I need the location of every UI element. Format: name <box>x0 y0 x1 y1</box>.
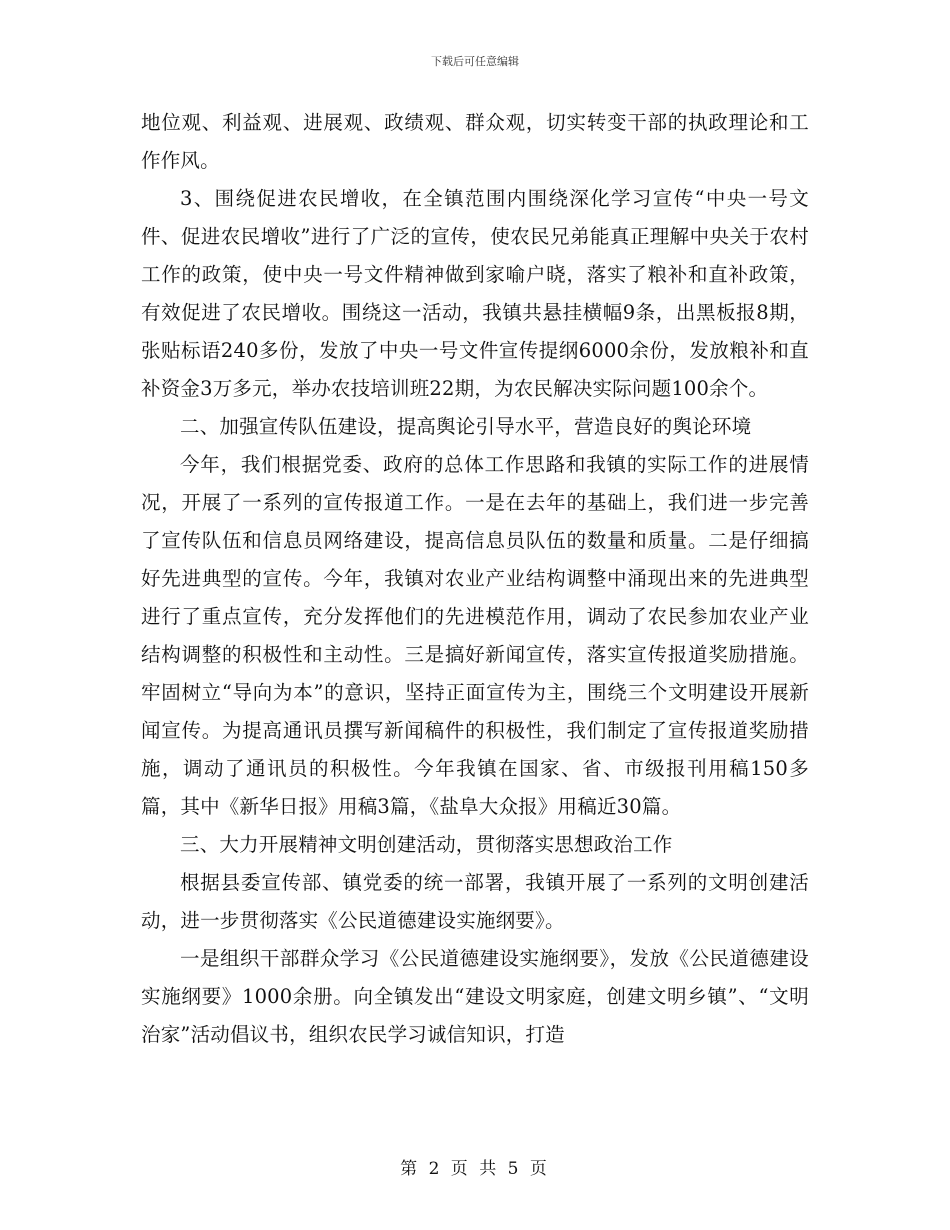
paragraph-2: 3、围绕促进农民增收，在全镇范围内围绕深化学习宣传“中央一号文件、促进农民增收”进行了广泛的宣传，使农民兄弟能真正理解中央关于农村工作的政策，使中央一号文件精神做到家喻户晓，落实了粮补和直补政策，有效促进了农民增收。围绕这一活动，我镇共悬挂横幅9条，出黑板报8期，张贴标语240多份，发放了中央一号文件宣传提纲6000余份，发放粮补和直补资金3万多元，举办农技培训班22期，为农民解决实际问题100余个。 <box>141 187 809 400</box>
page-footer: 第 2 页 共 5 页 <box>400 1159 550 1179</box>
page-header: 下载后可任意编辑 <box>431 55 519 68</box>
document-body <box>141 104 809 1054</box>
paragraph-3: 今年，我们根据党委、政府的总体工作思路和我镇的实际工作的进展情况，开展了一系列的宣传报道工作。一是在去年的基础上，我们进一步完善了宣传队伍和信息员网络建设，提高信息员队伍的数量和质量。二是仔细搞好先进典型的宣传。今年，我镇对农业产业结构调整中涌现出来的先进典型进行了重点宣传，充分发挥他们的先进模范作用，调动了农民参加农业产业结构调整的积极性和主动性。三是搞好新闻宣传，落实宣传报道奖励措施。牢固树立“导向为本”的意识，坚持正面宣传为主，围绕三个文明建设开展新闻宣传。为提高通讯员撰写新闻稿件的积极性，我们制定了宣传报道奖励措施，调动了通讯员的积极性。今年我镇在国家、省、市级报刊用稿150多篇，其中《新华日报》用稿3篇，《盐阜大众报》用稿近30篇。 <box>141 453 809 818</box>
paragraph-4: 根据县委宣传部、镇党委的统一部署，我镇开展了一系列的文明创建活动，进一步贯彻落实《公民道德建设实施纲要》。 <box>141 871 809 932</box>
paragraph-1: 地位观、利益观、进展观、政绩观、群众观，切实转变干部的执政理论和工作作风。 <box>141 111 809 172</box>
section-heading-3: 三、大力开展精神文明创建活动，贯彻落实思想政治工作 <box>180 833 673 856</box>
section-heading-2: 二、加强宣传队伍建设，提高舆论引导水平，营造良好的舆论环境 <box>180 415 752 438</box>
paragraph-5: 一是组织干部群众学习《公民道德建设实施纲要》，发放《公民道德建设实施纲要》1000余册。向全镇发出“建设文明家庭，创建文明乡镇”、“文明治家”活动倡议书，组织农民学习诚信知识，打造 <box>141 947 809 1046</box>
